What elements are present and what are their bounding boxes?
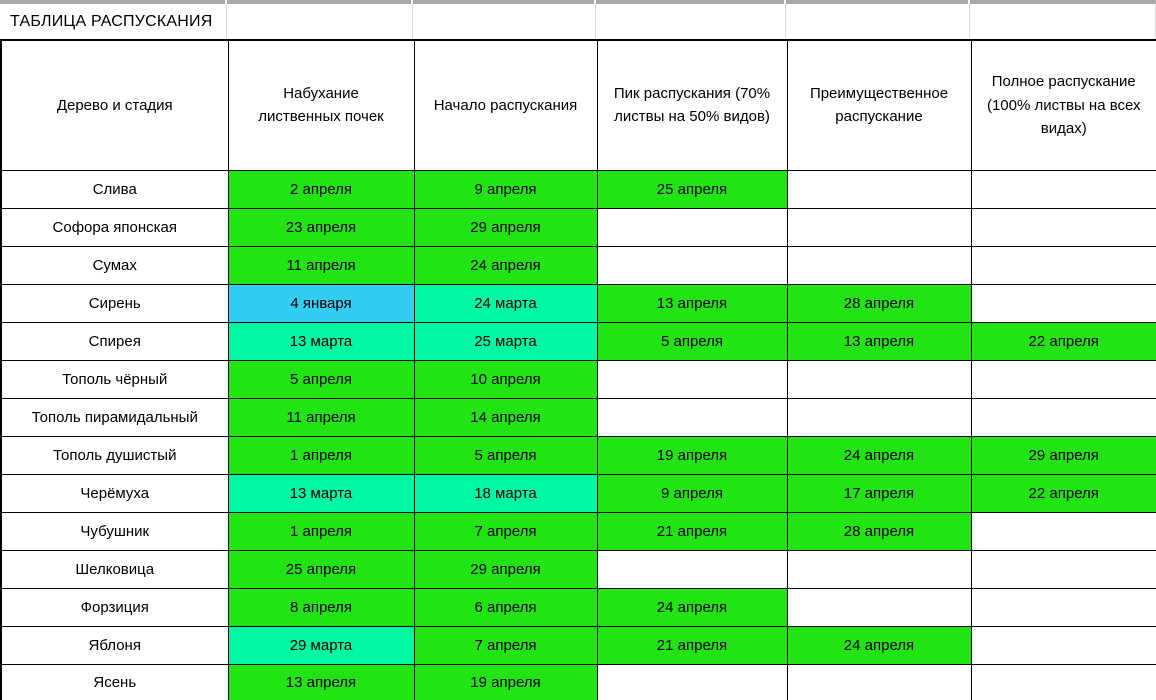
date-cell[interactable]: 24 апреля bbox=[787, 626, 971, 664]
date-cell[interactable]: 13 апреля bbox=[597, 284, 787, 322]
table-row bbox=[1, 360, 1156, 398]
table-row bbox=[1, 246, 1156, 284]
date-cell[interactable]: 29 апреля bbox=[414, 208, 597, 246]
date-cell[interactable] bbox=[971, 550, 1156, 588]
tree-name-cell[interactable]: Форзиция bbox=[1, 588, 228, 626]
date-cell[interactable]: 13 марта bbox=[228, 474, 414, 512]
date-cell[interactable] bbox=[971, 246, 1156, 284]
tree-name-cell[interactable]: Тополь пирамидальный bbox=[1, 398, 228, 436]
tree-name-cell[interactable]: Ясень bbox=[1, 664, 228, 700]
date-cell[interactable]: 17 апреля bbox=[787, 474, 971, 512]
empty-title-cell[interactable] bbox=[227, 4, 413, 39]
date-cell[interactable]: 21 апреля bbox=[597, 626, 787, 664]
date-cell[interactable]: 24 апреля bbox=[414, 246, 597, 284]
table-row bbox=[1, 550, 1156, 588]
tree-name-cell[interactable]: Спирея bbox=[1, 322, 228, 360]
empty-title-cell[interactable] bbox=[786, 4, 970, 39]
date-cell[interactable] bbox=[787, 208, 971, 246]
date-cell[interactable]: 11 апреля bbox=[228, 398, 414, 436]
table-row bbox=[1, 474, 1156, 512]
date-cell[interactable]: 7 апреля bbox=[414, 626, 597, 664]
empty-title-cell[interactable] bbox=[970, 4, 1156, 39]
table-body bbox=[1, 170, 1156, 700]
title-row bbox=[0, 4, 1156, 39]
date-cell[interactable]: 13 апреля bbox=[787, 322, 971, 360]
header-cell-full-unfolding[interactable]: Полное распускание (100% листвы на всех видах) bbox=[971, 40, 1156, 170]
date-cell[interactable] bbox=[597, 360, 787, 398]
date-cell[interactable] bbox=[597, 398, 787, 436]
date-cell[interactable]: 19 апреля bbox=[414, 664, 597, 700]
date-cell[interactable]: 13 апреля bbox=[228, 664, 414, 700]
date-cell[interactable]: 23 апреля bbox=[228, 208, 414, 246]
page-title: ТАБЛИЦА РАСПУСКАНИЯ bbox=[10, 12, 213, 30]
date-cell[interactable]: 5 апреля bbox=[414, 436, 597, 474]
date-cell[interactable]: 29 апреля bbox=[414, 550, 597, 588]
date-cell[interactable] bbox=[597, 550, 787, 588]
tree-name-cell[interactable]: Слива bbox=[1, 170, 228, 208]
date-cell[interactable]: 9 апреля bbox=[414, 170, 597, 208]
header-cell-predominant-unfolding[interactable]: Преимущественное распускание bbox=[787, 40, 971, 170]
date-cell[interactable] bbox=[597, 246, 787, 284]
date-cell[interactable]: 11 апреля bbox=[228, 246, 414, 284]
date-cell[interactable] bbox=[787, 398, 971, 436]
table-row bbox=[1, 626, 1156, 664]
date-cell[interactable]: 21 апреля bbox=[597, 512, 787, 550]
date-cell[interactable] bbox=[787, 360, 971, 398]
empty-title-cell[interactable] bbox=[413, 4, 596, 39]
date-cell[interactable]: 14 апреля bbox=[414, 398, 597, 436]
date-cell[interactable]: 29 апреля bbox=[971, 436, 1156, 474]
header-cell-unfolding-peak[interactable]: Пик распускания (70% листвы на 50% видов) bbox=[597, 40, 787, 170]
date-cell[interactable]: 9 апреля bbox=[597, 474, 787, 512]
date-cell[interactable] bbox=[971, 208, 1156, 246]
date-cell[interactable]: 10 апреля bbox=[414, 360, 597, 398]
table-row bbox=[1, 208, 1156, 246]
date-cell[interactable] bbox=[787, 588, 971, 626]
date-cell[interactable] bbox=[787, 246, 971, 284]
date-cell[interactable] bbox=[597, 664, 787, 700]
date-cell[interactable] bbox=[787, 550, 971, 588]
date-cell[interactable]: 24 апреля bbox=[597, 588, 787, 626]
date-cell[interactable]: 24 марта bbox=[414, 284, 597, 322]
date-cell[interactable]: 1 апреля bbox=[228, 436, 414, 474]
table-row bbox=[1, 284, 1156, 322]
tree-name-cell[interactable]: Яблоня bbox=[1, 626, 228, 664]
date-cell[interactable]: 8 апреля bbox=[228, 588, 414, 626]
date-cell[interactable]: 29 марта bbox=[228, 626, 414, 664]
table-row bbox=[1, 588, 1156, 626]
date-cell[interactable] bbox=[787, 664, 971, 700]
tree-name-cell[interactable]: Чубушник bbox=[1, 512, 228, 550]
date-cell[interactable]: 28 апреля bbox=[787, 284, 971, 322]
header-row bbox=[1, 40, 1156, 170]
date-cell[interactable]: 13 марта bbox=[228, 322, 414, 360]
tree-name-cell[interactable]: Сирень bbox=[1, 284, 228, 322]
date-cell[interactable]: 6 апреля bbox=[414, 588, 597, 626]
tree-name-cell[interactable]: Тополь душистый bbox=[1, 436, 228, 474]
bloom-table bbox=[0, 39, 1156, 700]
date-cell[interactable]: 5 апреля bbox=[597, 322, 787, 360]
tree-name-cell[interactable]: Софора японская bbox=[1, 208, 228, 246]
date-cell[interactable] bbox=[971, 588, 1156, 626]
date-cell[interactable] bbox=[971, 170, 1156, 208]
date-cell[interactable]: 4 января bbox=[228, 284, 414, 322]
date-cell[interactable] bbox=[971, 664, 1156, 700]
date-cell[interactable]: 25 апреля bbox=[228, 550, 414, 588]
date-cell[interactable]: 28 апреля bbox=[787, 512, 971, 550]
tree-name-cell[interactable]: Сумах bbox=[1, 246, 228, 284]
date-cell[interactable] bbox=[787, 170, 971, 208]
date-cell[interactable] bbox=[971, 512, 1156, 550]
date-cell[interactable] bbox=[971, 398, 1156, 436]
table-row bbox=[1, 322, 1156, 360]
table-row bbox=[1, 398, 1156, 436]
date-cell[interactable]: 19 апреля bbox=[597, 436, 787, 474]
tree-name-cell[interactable]: Тополь чёрный bbox=[1, 360, 228, 398]
date-cell[interactable] bbox=[597, 208, 787, 246]
date-cell[interactable]: 5 апреля bbox=[228, 360, 414, 398]
date-cell[interactable] bbox=[971, 360, 1156, 398]
date-cell[interactable]: 24 апреля bbox=[787, 436, 971, 474]
date-cell[interactable]: 7 апреля bbox=[414, 512, 597, 550]
date-cell[interactable]: 25 апреля bbox=[597, 170, 787, 208]
tree-name-cell[interactable]: Шелковица bbox=[1, 550, 228, 588]
date-cell[interactable]: 2 апреля bbox=[228, 170, 414, 208]
date-cell[interactable]: 18 марта bbox=[414, 474, 597, 512]
empty-title-cell[interactable] bbox=[596, 4, 786, 39]
tree-name-cell[interactable]: Черёмуха bbox=[1, 474, 228, 512]
header-cell-bud-swelling[interactable]: Набухание лиственных почек bbox=[228, 40, 414, 170]
table-row bbox=[1, 436, 1156, 474]
table-row bbox=[1, 170, 1156, 208]
table-row bbox=[1, 512, 1156, 550]
date-cell[interactable] bbox=[971, 626, 1156, 664]
date-cell[interactable] bbox=[971, 284, 1156, 322]
header-cell-tree-stage[interactable]: Дерево и стадия bbox=[1, 40, 228, 170]
date-cell[interactable]: 22 апреля bbox=[971, 474, 1156, 512]
date-cell[interactable]: 22 апреля bbox=[971, 322, 1156, 360]
header-cell-unfolding-start[interactable]: Начало распускания bbox=[414, 40, 597, 170]
date-cell[interactable]: 25 марта bbox=[414, 322, 597, 360]
date-cell[interactable]: 1 апреля bbox=[228, 512, 414, 550]
table-row bbox=[1, 664, 1156, 700]
title-cell[interactable] bbox=[0, 4, 227, 39]
